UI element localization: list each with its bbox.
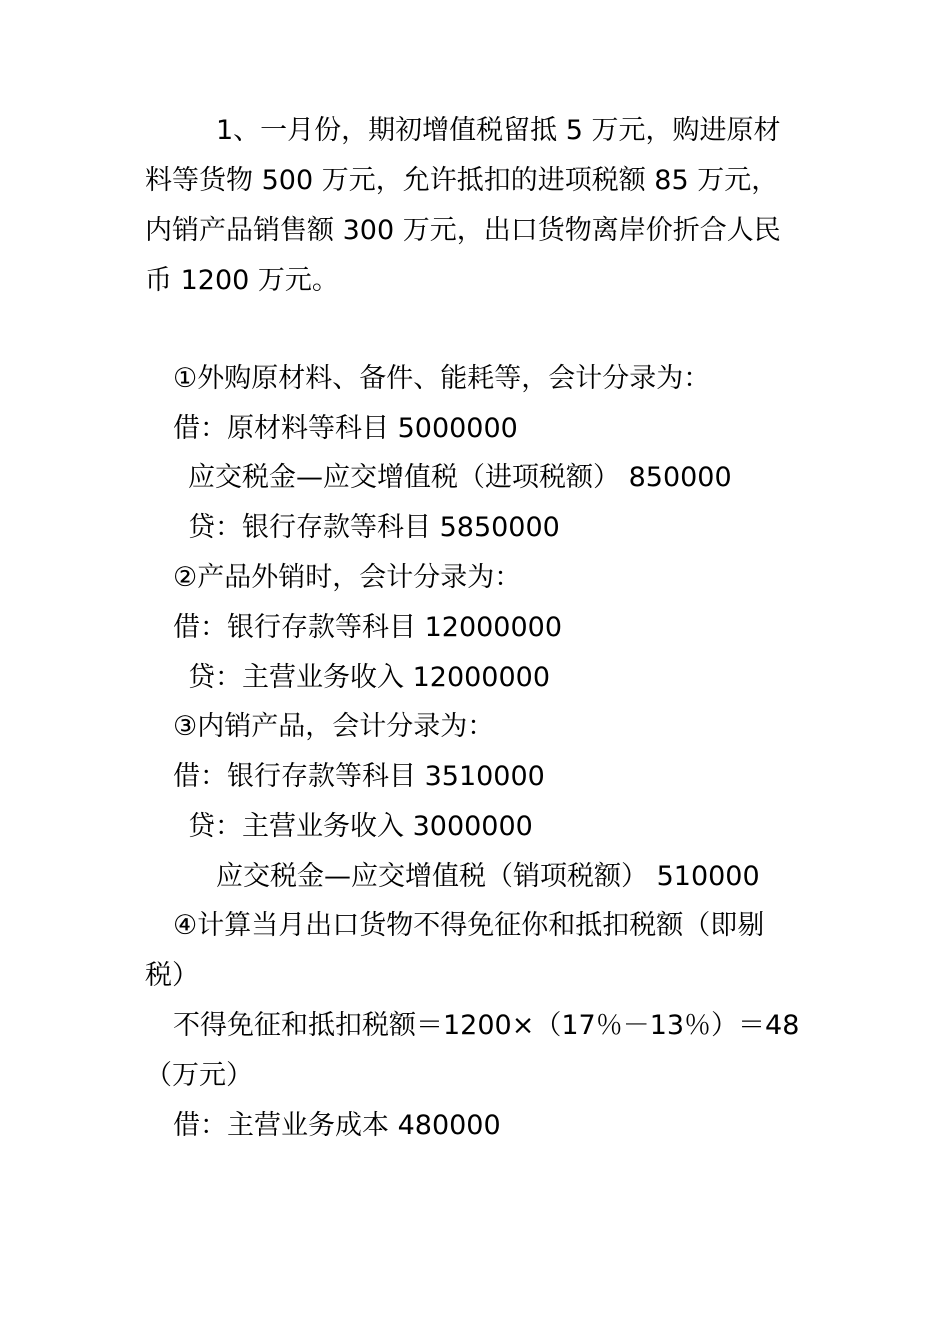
step4-title-line1: ④计算当月出口货物不得免征你和抵扣税额（即剔 bbox=[173, 910, 765, 941]
step3-credit-tax: 应交税金—应交增值税（销项税额） 510000 bbox=[216, 861, 760, 892]
intro-line-3: 内销产品销售额 300 万元，出口货物离岸价折合人民 bbox=[145, 215, 781, 246]
step4-formula-line1: 不得免征和抵扣税额＝1200×（17％－13％）＝48 bbox=[173, 1010, 800, 1041]
intro-line-4: 币 1200 万元。 bbox=[145, 265, 339, 296]
step1-debit: 借：原材料等科目 5000000 bbox=[173, 413, 518, 444]
step1-debit-tax: 应交税金—应交增值税（进项税额） 850000 bbox=[188, 462, 732, 493]
intro-line-1: 1、一月份，期初增值税留抵 5 万元，购进原材 bbox=[216, 115, 781, 146]
step3-debit: 借：银行存款等科目 3510000 bbox=[173, 761, 545, 792]
step1-credit: 贷：银行存款等科目 5850000 bbox=[188, 512, 560, 543]
step3-credit: 贷：主营业务收入 3000000 bbox=[188, 811, 533, 842]
intro-line-2: 料等货物 500 万元，允许抵扣的进项税额 85 万元， bbox=[145, 165, 779, 196]
step2-title: ②产品外销时，会计分录为： bbox=[173, 562, 522, 593]
step2-credit: 贷：主营业务收入 12000000 bbox=[188, 662, 551, 693]
step2-debit: 借：银行存款等科目 12000000 bbox=[173, 612, 563, 643]
step4-debit: 借：主营业务成本 480000 bbox=[173, 1110, 501, 1141]
step4-formula-line2: （万元） bbox=[145, 1060, 253, 1091]
step3-title: ③内销产品，会计分录为： bbox=[173, 711, 495, 742]
step1-title: ①外购原材料、备件、能耗等，会计分录为： bbox=[173, 363, 711, 394]
step4-title-line2: 税） bbox=[145, 960, 199, 991]
